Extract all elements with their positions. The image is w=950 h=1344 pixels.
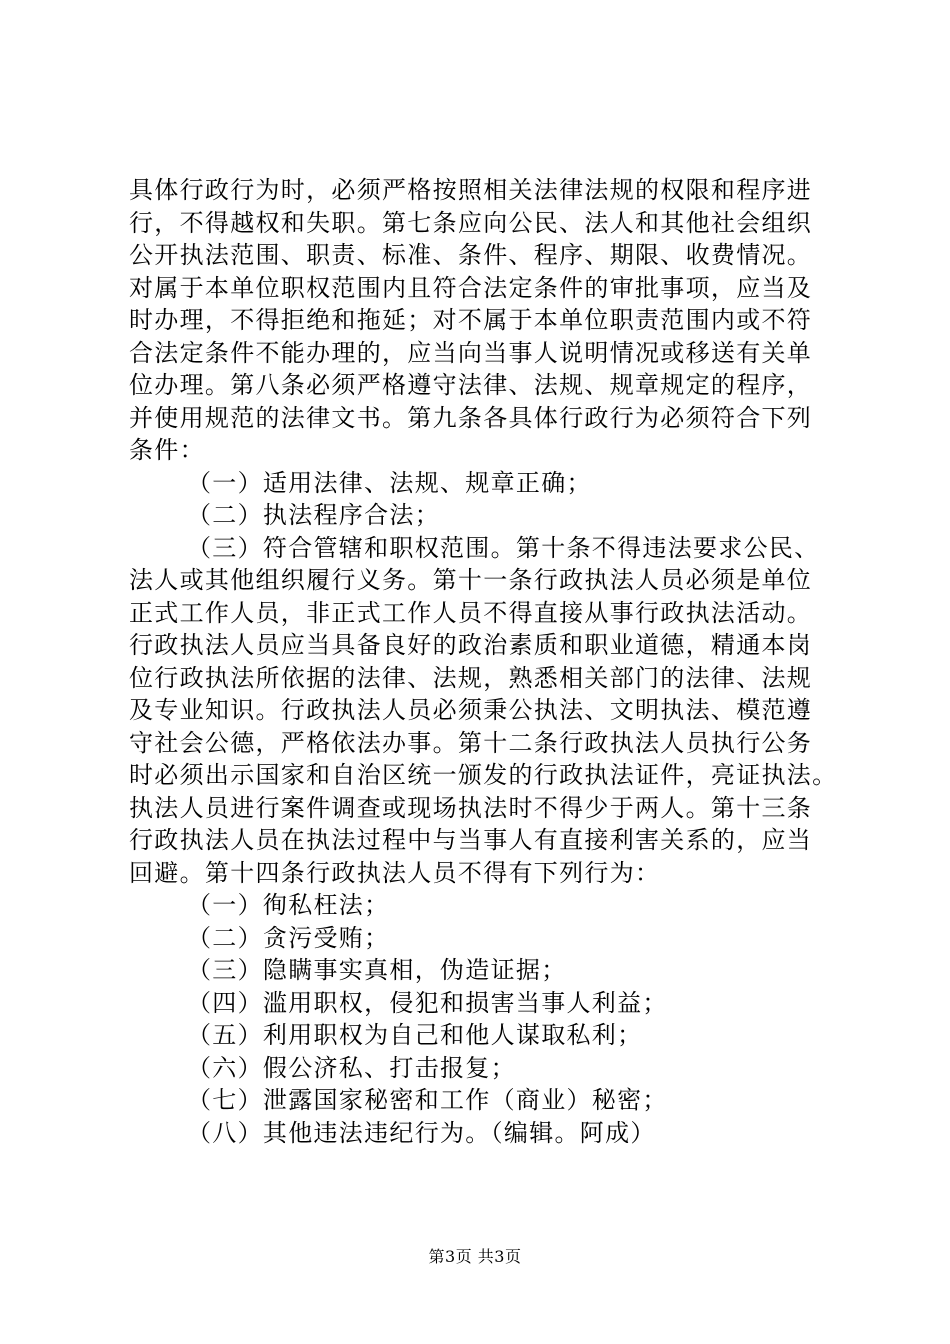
text-line: 行，不得越权和失职。第七条应向公民、法人和其他社会组织	[129, 208, 813, 237]
text-line: 公开执法范围、职责、标准、条件、程序、期限、收费情况。	[129, 241, 813, 269]
text-line: 执法人员进行案件调查或现场执法时不得少于两人。第十三条	[129, 793, 813, 822]
text-line: 法人或其他组织履行义务。第十一条行政执法人员必须是单位	[129, 566, 813, 594]
document-body	[129, 174, 838, 1149]
text-line: 对属于本单位职权范围内且符合法定条件的审批事项，应当及	[129, 273, 813, 302]
text-line: 时必须出示国家和自治区统一颁发的行政执法证件，亮证执法。	[129, 761, 838, 789]
text-line: 守社会公德，严格依法办事。第十二条行政执法人员执行公务	[129, 728, 813, 757]
text-line: 具体行政行为时，必须严格按照相关法律法规的权限和程序进	[129, 176, 813, 204]
text-line: 行政执法人员应当具备良好的政治素质和职业道德，精通本岗	[129, 631, 813, 659]
text-line: 合法定条件不能办理的，应当向当事人说明情况或移送有关单	[129, 338, 813, 367]
text-line: 时办理，不得拒绝和拖延；对不属于本单位职责范围内或不符	[129, 306, 813, 334]
condition-item: （一）适用法律、法规、规章正确；	[187, 468, 592, 497]
text-line: 条件：	[129, 436, 205, 464]
text-line: 位行政执法所依据的法律、法规，熟悉相关部门的法律、法规	[129, 663, 813, 692]
prohibition-item: （一）徇私枉法；	[187, 891, 390, 919]
prohibition-item: （二）贪污受贿；	[187, 923, 390, 952]
text-line: 正式工作人员，非正式工作人员不得直接从事行政执法活动。	[129, 598, 813, 627]
text-line: 及专业知识。行政执法人员必须秉公执法、文明执法、模范遵	[129, 696, 813, 724]
prohibition-item: （四）滥用职权，侵犯和损害当事人利益；	[187, 988, 668, 1017]
prohibition-item: （六）假公济私、打击报复；	[187, 1053, 516, 1082]
text-line: 回避。第十四条行政执法人员不得有下列行为：	[129, 858, 661, 887]
prohibition-item: （七）泄露国家秘密和工作（商业）秘密；	[187, 1086, 668, 1114]
prohibition-item: （八）其他违法违纪行为。（编辑。阿成）	[187, 1118, 656, 1147]
text-line: 行政执法人员在执法过程中与当事人有直接利害关系的，应当	[129, 826, 813, 854]
prohibition-item: （三）隐瞒事实真相，伪造证据；	[187, 956, 567, 984]
condition-item: （二）执法程序合法；	[187, 501, 440, 529]
prohibition-item: （五）利用职权为自己和他人谋取私利；	[187, 1021, 643, 1049]
text-line: 并使用规范的法律文书。第九条各具体行政行为必须符合下列	[129, 403, 813, 432]
condition-item: （三）符合管辖和职权范围。第十条不得违法要求公民、	[187, 533, 820, 562]
page-number-footer: 第3页 共3页	[428, 1247, 522, 1266]
text-line: 位办理。第八条必须严格遵守法律、法规、规章规定的程序，	[129, 371, 813, 399]
